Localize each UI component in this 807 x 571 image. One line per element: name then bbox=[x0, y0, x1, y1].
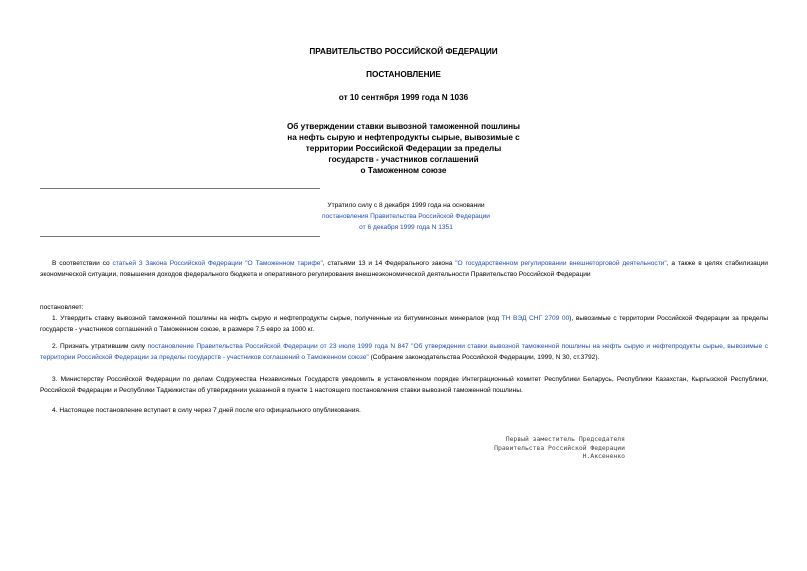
divider-bottom bbox=[40, 236, 320, 237]
repeal-link[interactable] bbox=[296, 211, 516, 233]
item-2-text: 2. Признать утратившим силу bbox=[52, 343, 148, 350]
signature-title: Первый заместитель Председателя bbox=[505, 435, 625, 443]
customs-tariff-law-link[interactable]: статьей 3 Закона Российской Федерации "О Таможенном тарифе" bbox=[112, 260, 323, 267]
status-note-text: Утратило силу с 8 декабря 1999 года на основании bbox=[327, 202, 485, 209]
document-title bbox=[0, 121, 807, 176]
signature-title: Правительства Российской Федерации bbox=[494, 443, 625, 452]
divider-top bbox=[40, 188, 320, 189]
repeal-link-line[interactable]: постановления Правительства Российской Федерации bbox=[322, 213, 490, 220]
item-1-text: ), вывозимые с территории Российской Федерации за пределы государств - участников соглашений о Таможенном союзе, в размере 7,5 евро за 1000 кг. bbox=[40, 315, 768, 333]
signature-name: Н.Аксененко bbox=[582, 452, 625, 460]
title-line: Об утверждении ставки вывозной таможенной пошлины bbox=[286, 122, 521, 131]
title-line: на нефть сырую и нефтепродукты сырые, вывозимые с bbox=[287, 133, 520, 142]
item-4: 4. Настоящее постановление вступает в силу через 7 дней после его официального опубликования. bbox=[52, 407, 361, 414]
signature-block bbox=[494, 435, 625, 461]
title-line: государств - участников соглашений bbox=[328, 155, 479, 164]
status-note bbox=[296, 200, 516, 233]
government-name: ПРАВИТЕЛЬСТВО РОССИЙСКОЙ ФЕДЕРАЦИИ bbox=[309, 47, 498, 56]
item-1 bbox=[40, 313, 768, 335]
preamble-text: , статьями 13 и 14 Федерального закона bbox=[322, 260, 456, 267]
preamble-text: , а также в целях стабилизации экономической ситуации, повышения доходов федерального бюджета и оперативного регулирования внешнеэкономической деятельности Правительство Российской Федерации bbox=[40, 260, 768, 278]
decree-word: постановляет: bbox=[40, 304, 84, 311]
title-line: о Таможенном союзе bbox=[360, 166, 447, 175]
preamble-paragraph bbox=[40, 258, 768, 280]
item-2-text: (Собрание законодательства Российской Федерации, 1999, N 30, ст.3792). bbox=[368, 354, 600, 361]
decree-847-link[interactable]: постановление Правительства Российской Федерации от 23 июля 1999 года N 847 "Об утверждении ставки вывозной таможенной пошлины на нефть сырую и нефтепродукты сырые, вывозимые с территории Российской Федерации за пределы государств - участников соглашений о Таможенном союзе" bbox=[40, 343, 768, 361]
foreign-trade-law-link[interactable]: "О государственном регулировании внешнеторговой деятельности" bbox=[455, 260, 667, 267]
item-3: 3. Министерству Российской Федерации по делам Содружества Независимых Государств уведомить в установленном порядке Интеграционный комитет Республики Беларусь, Республики Казахстан, Кыргызской Республики, Российской Федерации и Республики Таджикистан об утверждении указанной в пункте 1 настоящего постановления ставки вывозной таможенной пошлины. bbox=[40, 376, 768, 394]
title-line: территории Российской Федерации за пределы bbox=[305, 144, 502, 153]
tn-ved-code-link[interactable]: ТН ВЭД СНГ 2709 00 bbox=[501, 315, 570, 322]
item-1-text: 1. Утвердить ставку вывозной таможенной пошлины на нефть сырую и нефтепродукты сырые, полученные из битуминозных минералов (код bbox=[52, 315, 502, 322]
document-type: ПОСТАНОВЛЕНИЕ bbox=[366, 70, 441, 79]
document-date: от 10 сентября 1999 года N 1036 bbox=[338, 93, 469, 102]
preamble-text: В соответствии со bbox=[52, 260, 113, 267]
item-2 bbox=[40, 341, 768, 363]
repeal-link-line[interactable]: от 6 декабря 1999 года N 1351 bbox=[359, 224, 453, 231]
